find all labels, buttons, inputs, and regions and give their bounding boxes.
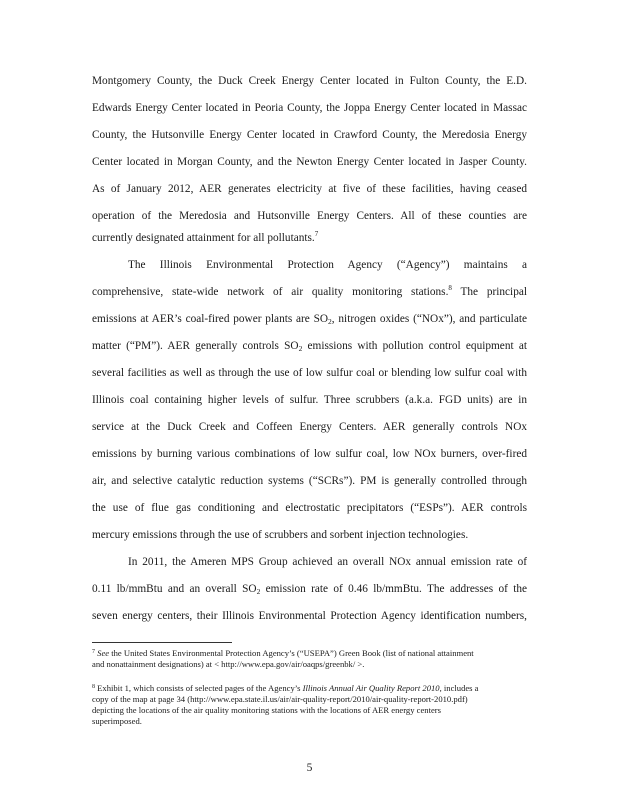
body-line (92, 285, 527, 299)
page-number: 5 (306, 762, 313, 774)
body-line: Montgomery County, the Duck Creek Energy Center located in Fulton County, the E.D. (92, 75, 527, 87)
body-text: emissions at AER’s coal-fired power plants are SO (92, 313, 329, 325)
body-line: service at the Duck Creek and Coffeen Energy Centers. AER generally controls NOx (92, 421, 527, 433)
body-text: emissions with pollution control equipment at (302, 340, 527, 352)
body-text: emission rate of 0.46 lb/mmBtu. The addresses of the (260, 583, 527, 595)
body-line (92, 582, 527, 596)
footnote-text: Exhibit 1, which consists of selected pages of the Agency’s (95, 683, 303, 693)
body-line: mercury emissions through the use of scrubbers and sorbent injection technologies. (92, 529, 469, 541)
body-line: several facilities as well as through the use of low sulfur coal or blending low sulfur coal with (92, 367, 527, 379)
footnote-line: superimposed. (92, 716, 142, 726)
body-line: County, the Hutsonville Energy Center located in Crawford County, the Meredosia Energy (92, 129, 527, 141)
subscript: 2 (328, 317, 332, 326)
footnote-line: and nonattainment designations) at < http://www.epa.gov/air/oaqps/greenbk/ >. (92, 659, 365, 669)
body-line: Edwards Energy Center located in Peoria County, the Joppa Energy Center located in Massac (92, 102, 527, 114)
body-text: comprehensive, state-wide network of air quality monitoring stations. (92, 286, 449, 298)
footnote-ref: 7 (314, 230, 319, 238)
footnote-number: 8 (92, 684, 95, 690)
body-line: emissions by burning various combinations of low sulfur coal, low NOx burners, over-fired (92, 448, 527, 460)
body-line (92, 231, 527, 245)
footnote-signal: See (97, 648, 110, 658)
footnote-text: , includes a (439, 683, 479, 693)
body-line: As of January 2012, AER generates electricity at five of these facilities, having ceased (92, 183, 527, 195)
footnote-8 (92, 683, 532, 694)
subscript: 2 (256, 587, 261, 596)
body-text: The principal (451, 286, 527, 298)
body-line: Center located in Morgan County, and the Newton Energy Center located in Jasper County. (92, 156, 527, 168)
footnote-number: 7 (92, 649, 95, 655)
body-line: In 2011, the Ameren MPS Group achieved an overall NOx annual emission rate of (128, 556, 527, 568)
footnote-7 (92, 648, 532, 659)
footnote-separator (92, 642, 232, 643)
body-line: air, and selective catalytic reduction systems (“SCRs”). PM is generally controlled through (92, 475, 527, 487)
body-line: operation of the Meredosia and Hutsonville Energy Centers. All of these counties are (92, 210, 527, 222)
body-line (92, 312, 527, 326)
body-line: the use of flue gas conditioning and electrostatic precipitators (“ESPs”). AER controls (92, 502, 527, 514)
footnote-line: copy of the map at page 34 (http://www.epa.state.il.us/air/air-quality-report/2010/air-quality-report-2010.pdf) (92, 694, 468, 704)
body-line: The Illinois Environmental Protection Agency (“Agency”) maintains a (128, 259, 527, 271)
subscript: 2 (298, 344, 303, 353)
body-text: 0.11 lb/mmBtu and an overall SO (92, 583, 257, 595)
body-text: , nitrogen oxides (“NOx”), and particulate (331, 313, 527, 325)
footnote-report-title: Illinois Annual Air Quality Report 2010 (302, 683, 440, 693)
body-line: seven energy centers, their Illinois Environmental Protection Agency identification numbers, (92, 610, 527, 622)
footnote-ref: 8 (448, 284, 452, 292)
body-text: currently designated attainment for all pollutants. (92, 232, 315, 244)
footnote-text: the United States Environmental Protection Agency’s (“USEPA”) Green Book (list of national attainment (109, 648, 474, 658)
body-line: Illinois coal containing higher levels of sulfur. Three scrubbers (a.k.a. FGD units) are in (92, 394, 527, 406)
footnote-line: depicting the locations of the air quality monitoring stations with the locations of AER energy centers (92, 705, 442, 715)
body-text: matter (“PM”). AER generally controls SO (92, 340, 299, 352)
body-line (92, 339, 527, 353)
